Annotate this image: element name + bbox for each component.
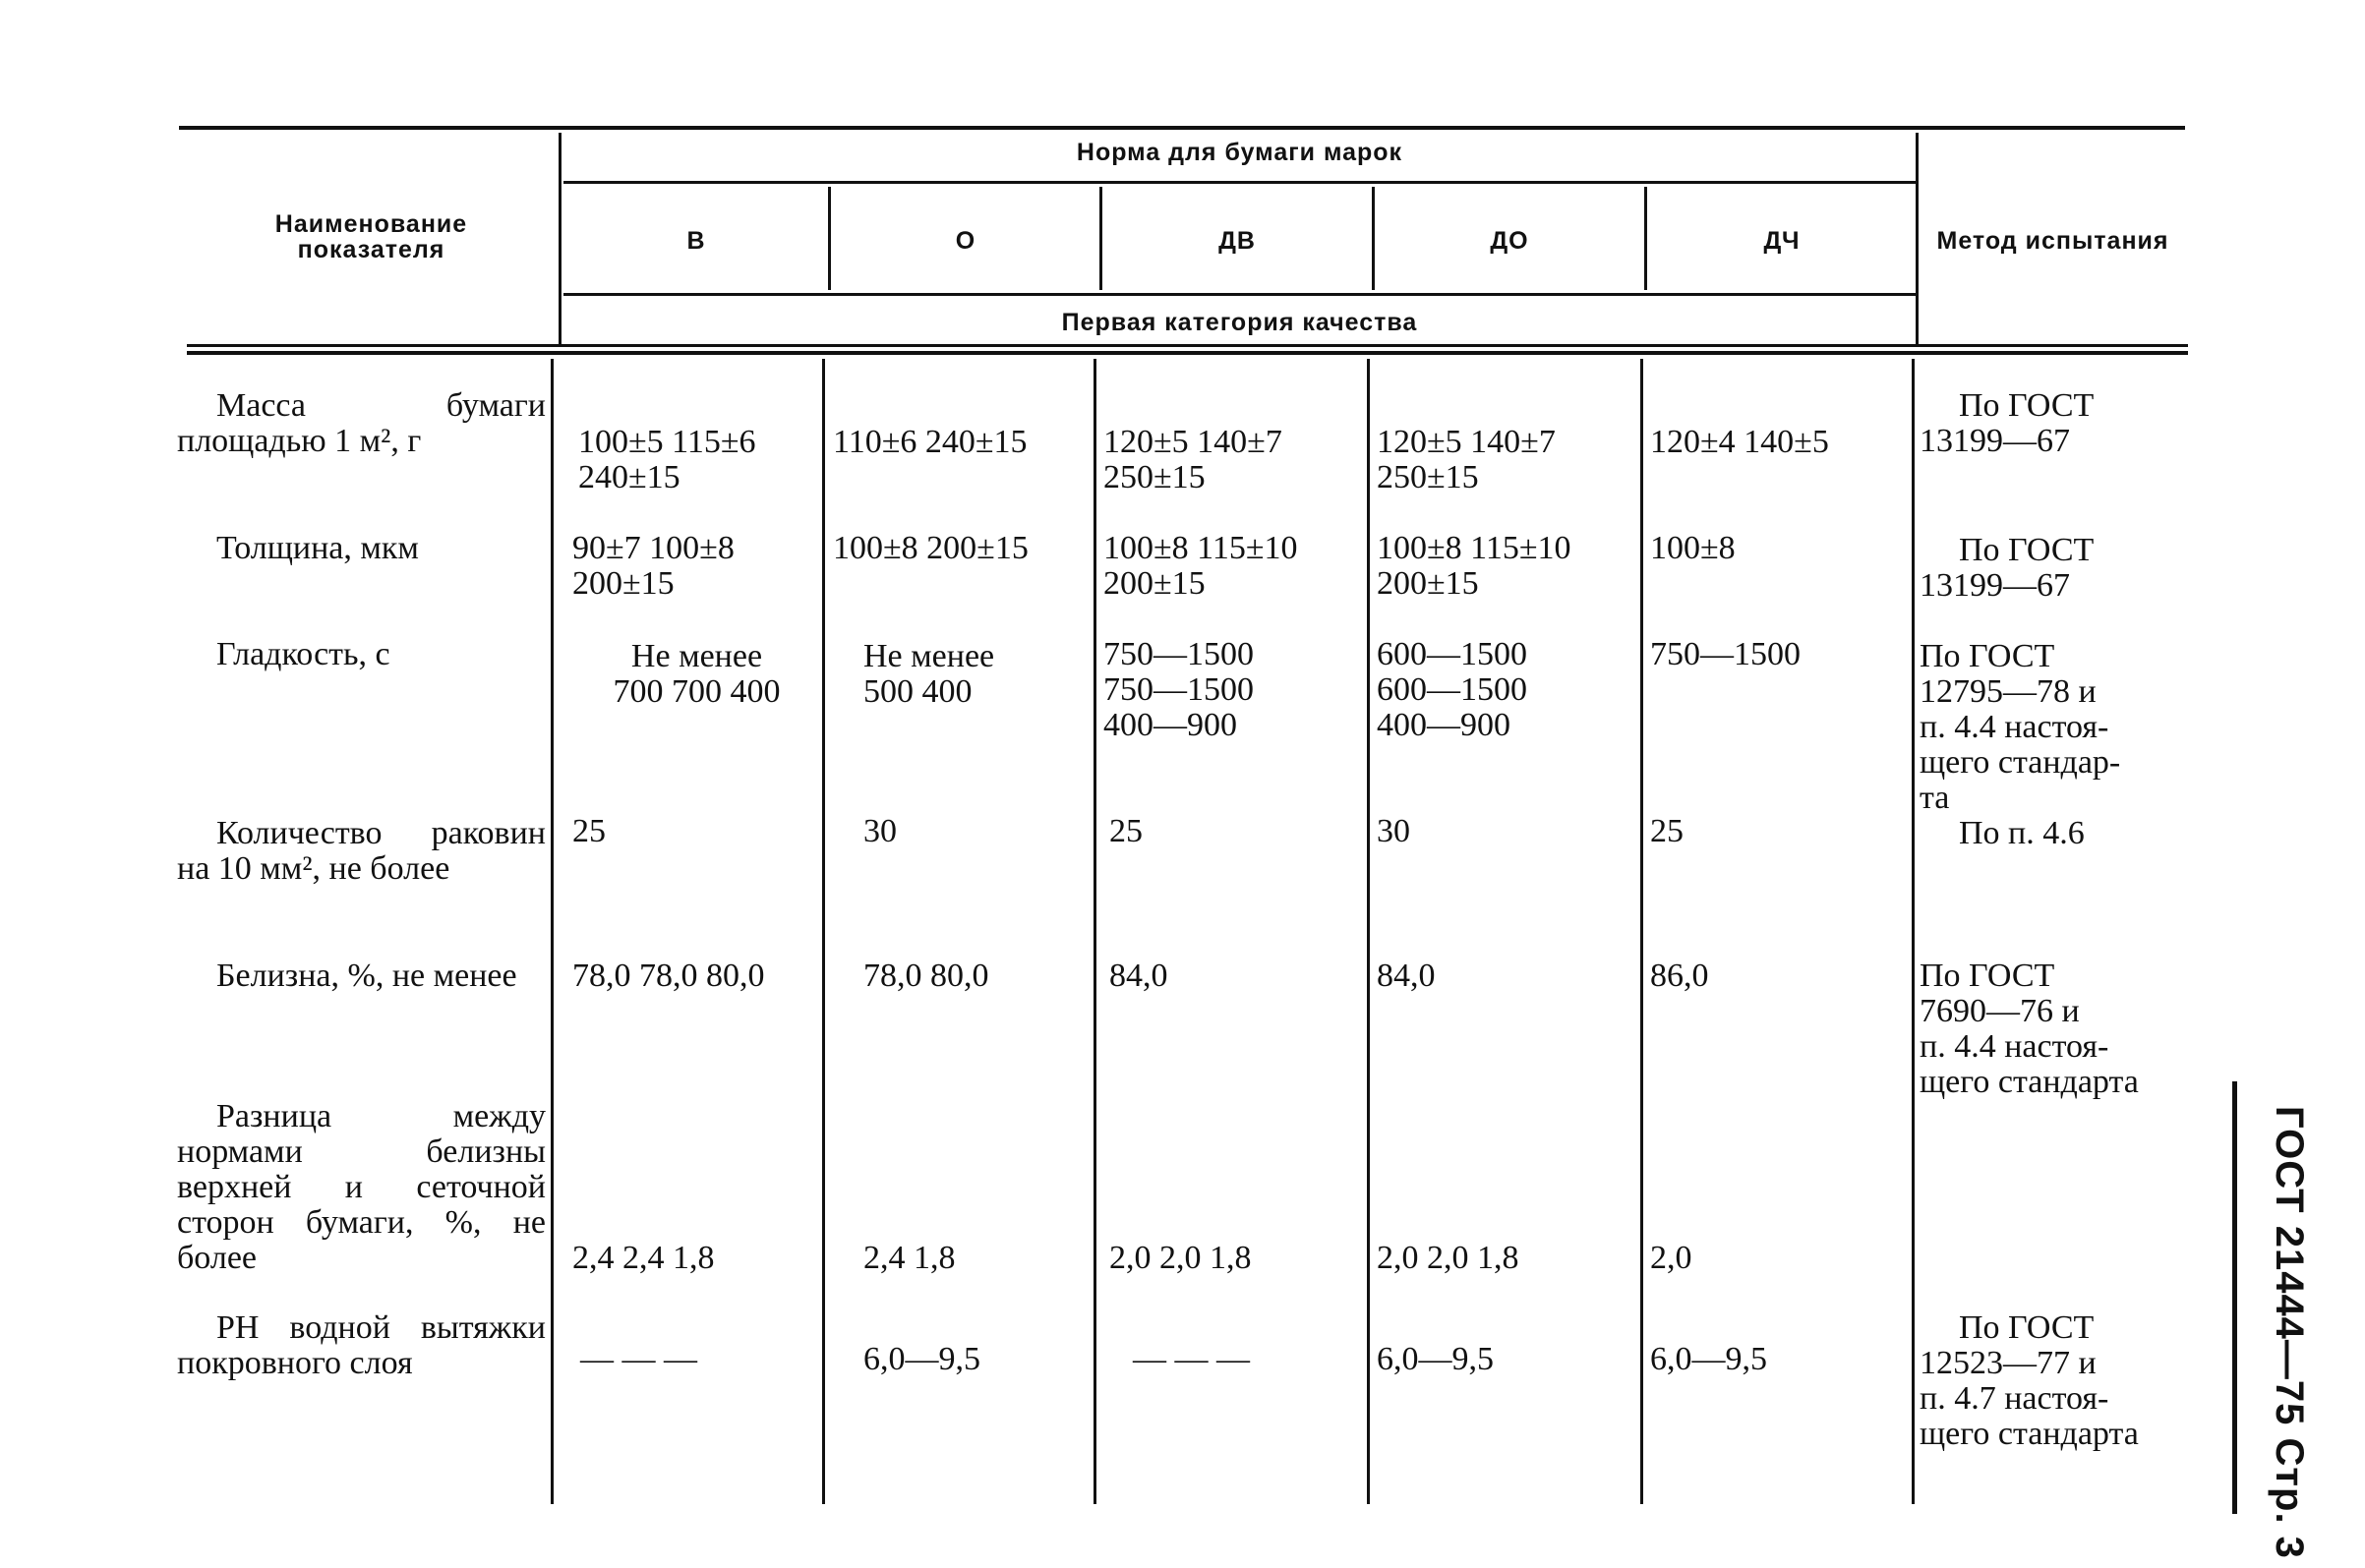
col-divider: [1372, 187, 1375, 290]
cell-o: 30: [863, 813, 897, 849]
cell-dv: 25: [1109, 813, 1143, 849]
row-name: Гладкость, с: [216, 636, 390, 672]
grade-header-o: О: [955, 227, 976, 255]
row-name: Разница между нормами белизны верхней и сеточной сторон бумаги, %, не более: [177, 1098, 546, 1276]
cell-o: Не менее 500 400: [863, 638, 995, 710]
norm-underline-rule: [563, 181, 1916, 184]
row-name: Количество раковин на 10 мм², не более: [177, 815, 546, 887]
col-divider: [559, 133, 562, 344]
cell-dv: 2,0 2,0 1,8: [1109, 1240, 1252, 1276]
cell-v: — — —: [580, 1341, 697, 1377]
header-bottom-rule-thick: [187, 351, 2188, 355]
cell-dv: — — —: [1133, 1341, 1250, 1377]
cell-v: 78,0 78,0 80,0: [572, 958, 765, 994]
cell-o: 78,0 80,0: [863, 958, 989, 994]
cell-do: 84,0: [1377, 958, 1436, 994]
cell-o: 2,4 1,8: [863, 1240, 956, 1276]
side-rule: [2232, 1081, 2237, 1514]
cell-dch: 120±4 140±5: [1650, 424, 1829, 460]
header-bottom-rule: [187, 344, 2188, 347]
method-column-header: Метод испытания: [1936, 227, 2169, 255]
indicator-column-header: Наименование показателя: [274, 210, 468, 264]
cell-v: 90±7 100±8 200±15: [572, 530, 735, 602]
grade-header-v: В: [686, 227, 706, 255]
row-name: Масса бумаги площадью 1 м², г: [177, 387, 546, 459]
grade-header-do: ДО: [1490, 227, 1529, 255]
norm-group-header: Норма для бумаги марок: [1076, 139, 1403, 166]
col-divider: [1640, 359, 1643, 1504]
col-divider: [1367, 359, 1370, 1504]
col-divider: [551, 359, 554, 1504]
row-name: РН водной вытяжки покровного слоя: [177, 1309, 546, 1381]
col-divider: [822, 359, 825, 1504]
cell-method: По ГОСТ 7690—76 и п. 4.4 настоя- щего стандарта: [1920, 958, 2139, 1100]
cell-method: По ГОСТ 12523—77 и п. 4.7 настоя- щего стандарта: [1920, 1309, 2139, 1452]
grade-header-dch: ДЧ: [1763, 227, 1801, 255]
cell-dch: 2,0: [1650, 1240, 1692, 1276]
row-name: Толщина, мкм: [216, 530, 419, 566]
grade-header-dv: ДВ: [1218, 227, 1256, 255]
side-running-header: ГОСТ 21444—75 Стр. 3: [2268, 1106, 2311, 1559]
cell-o: 6,0—9,5: [863, 1341, 980, 1377]
cell-v: 25: [572, 813, 606, 849]
cell-dch: 25: [1650, 813, 1684, 849]
cell-method: По ГОСТ 12795—78 и п. 4.4 настоя- щего стандар- та: [1920, 638, 2121, 816]
cell-dch: 6,0—9,5: [1650, 1341, 1767, 1377]
col-divider: [1912, 359, 1915, 1504]
quality-category-header: Первая категория качества: [1061, 309, 1418, 336]
cell-dv: 84,0: [1109, 958, 1168, 994]
cell-dch: 750—1500: [1650, 636, 1801, 672]
cell-do: 100±8 115±10 200±15: [1377, 530, 1571, 602]
col-divider: [1099, 187, 1102, 290]
top-rule: [179, 126, 2185, 130]
cell-do: 2,0 2,0 1,8: [1377, 1240, 1519, 1276]
cell-dv: 100±8 115±10 200±15: [1103, 530, 1298, 602]
cell-do: 120±5 140±7 250±15: [1377, 424, 1556, 495]
cell-do: 6,0—9,5: [1377, 1341, 1494, 1377]
cell-do: 30: [1377, 813, 1410, 849]
cell-method: По ГОСТ 13199—67: [1920, 387, 2095, 459]
col-divider: [1094, 359, 1096, 1504]
cell-dv: 750—1500 750—1500 400—900: [1103, 636, 1254, 743]
cell-v: Не менее 700 700 400: [613, 638, 781, 710]
col-divider: [1644, 187, 1647, 290]
cell-do: 600—1500 600—1500 400—900: [1377, 636, 1527, 743]
cell-v: 100±5 115±6 240±15: [578, 424, 756, 495]
cell-dch: 86,0: [1650, 958, 1709, 994]
cell-o: 110±6 240±15: [833, 424, 1028, 460]
cell-o: 100±8 200±15: [833, 530, 1029, 566]
cell-method: По ГОСТ 13199—67: [1920, 532, 2095, 604]
cell-dv: 120±5 140±7 250±15: [1103, 424, 1282, 495]
row-name: Белизна, %, не менее: [216, 958, 517, 994]
cell-method: По п. 4.6: [1959, 815, 2085, 851]
cell-dch: 100±8: [1650, 530, 1736, 566]
grades-underline-rule: [563, 293, 1916, 296]
cell-v: 2,4 2,4 1,8: [572, 1240, 715, 1276]
